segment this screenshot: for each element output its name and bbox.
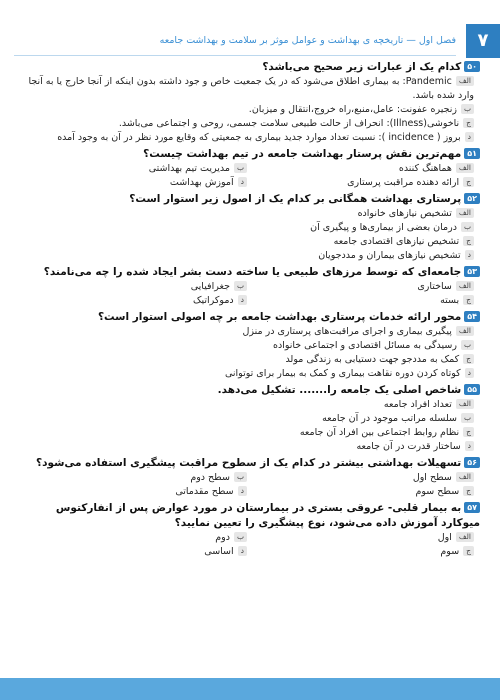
- options-group: [20, 471, 480, 499]
- option-text: تشخیص نیازهای بیماران و مددجویان: [318, 250, 461, 261]
- answer-option[interactable]: [20, 398, 480, 412]
- option-letter: الف: [456, 472, 474, 482]
- question-text: [20, 265, 480, 280]
- question-text: [20, 60, 480, 75]
- option-letter: د: [238, 486, 247, 496]
- answer-option[interactable]: [20, 412, 480, 426]
- option-text: Pandemic: به بیماری اطلاق می‌شود که در یک جمعیت خاص و جود داشته بدون اینکه از آنجا خارج یا به آنجا وارد شده باشد.: [28, 76, 474, 101]
- option-text: اساسی: [204, 546, 234, 557]
- answer-option[interactable]: [247, 294, 474, 308]
- answer-option[interactable]: [20, 103, 480, 117]
- question-text: [20, 501, 480, 531]
- option-text: ساختاری: [417, 281, 452, 292]
- question-stem: کدام یک از عبارات زیر صحیح می‌باشد؟: [262, 61, 462, 73]
- option-letter: د: [465, 250, 474, 260]
- option-letter: الف: [456, 532, 474, 542]
- option-text: سطح سوم: [415, 486, 460, 497]
- option-text: بسته: [440, 295, 460, 306]
- question-block: [20, 147, 480, 190]
- option-text: مدیریت تیم بهداشتی: [148, 163, 230, 174]
- option-text: رسیدگی به مسائل اقتصادی و اجتماعی خانواده: [272, 340, 457, 351]
- question-stem: جامعه‌ای که توسط مرزهای طبیعی یا ساخته دست بشر ایجاد شده را چه می‌نامند؟: [43, 266, 462, 278]
- question-stem: مهم‌ترین نقش پرستار بهداشت جامعه در تیم بهداشت چیست؟: [143, 148, 462, 160]
- answer-option[interactable]: [20, 75, 480, 103]
- question-block: [20, 383, 480, 454]
- answer-option[interactable]: [20, 325, 480, 339]
- answer-option[interactable]: [247, 545, 474, 559]
- option-letter: الف: [456, 281, 474, 291]
- option-text: سطح دوم: [190, 472, 230, 483]
- option-text: زنجیره عفونت: عامل،منبع،راه خروج،انتقال و میزبان.: [248, 104, 457, 115]
- option-letter: الف: [456, 208, 474, 218]
- option-letter: ج: [463, 427, 474, 437]
- option-letter: ب: [461, 340, 474, 350]
- answer-option[interactable]: [20, 162, 247, 176]
- option-text: درمان بعضی از بیماری‌ها و پیگیری آن: [310, 222, 457, 233]
- option-text: تعداد افراد جامعه: [383, 399, 452, 410]
- question-text: [20, 310, 480, 325]
- option-text: دوم: [215, 532, 230, 543]
- answer-option[interactable]: [247, 280, 474, 294]
- options-group: [20, 207, 480, 263]
- option-text: کوتاه کردن دوره نقاهت بیماری و کمک به بیمار برای توتوانی: [224, 368, 461, 379]
- option-letter: ج: [463, 236, 474, 246]
- option-text: ساختار قدرت در آن جامعه: [356, 441, 461, 452]
- question-stem: به بیمار قلبی- عروقی بستری در بیمارستان در مورد عوارض پس از انفارکتوس میوکارد آموزش داده می‌شود، نوع پیشگیری را تعیین نمایید؟: [55, 502, 480, 529]
- option-text: سطح اول: [412, 472, 452, 483]
- option-letter: الف: [456, 399, 474, 409]
- option-letter: د: [465, 132, 474, 142]
- answer-option[interactable]: [20, 440, 480, 454]
- question-text: [20, 383, 480, 398]
- option-text: ارائه دهنده مراقبت پرستاری: [347, 177, 460, 188]
- option-letter: ج: [463, 177, 474, 187]
- question-stem: پرستاری بهداشت همگانی بر کدام یک از اصول زیر استوار است؟: [129, 193, 462, 205]
- option-text: هماهنگ کننده: [398, 163, 452, 174]
- answer-option[interactable]: [20, 471, 247, 485]
- answer-option[interactable]: [20, 207, 480, 221]
- question-number: ۵۲: [464, 193, 480, 204]
- answer-option[interactable]: [247, 176, 474, 190]
- question-stem: محور ارائه خدمات پرستاری بهداشت جامعه بر چه اصولی استوار است؟: [97, 311, 462, 323]
- footer-band: [0, 678, 500, 700]
- answer-option[interactable]: [20, 249, 480, 263]
- option-text: تشخیص نیازهای خانواده: [357, 208, 452, 219]
- answer-option[interactable]: [20, 280, 247, 294]
- options-group: [20, 398, 480, 454]
- answer-option[interactable]: [20, 176, 247, 190]
- question-block: [20, 456, 480, 499]
- question-block: [20, 501, 480, 559]
- option-text: نظام روابط اجتماعی بین افراد آن جامعه: [299, 427, 460, 438]
- question-stem: شاخص اصلی یک جامعه را....... تشکیل می‌دهد.: [217, 384, 462, 396]
- page-header: [14, 24, 500, 58]
- option-letter: د: [238, 295, 247, 305]
- answer-option[interactable]: [20, 353, 480, 367]
- question-block: [20, 265, 480, 308]
- answer-option[interactable]: [247, 471, 474, 485]
- option-text: جغرافیایی: [190, 281, 230, 292]
- answer-option[interactable]: [20, 545, 247, 559]
- option-letter: ب: [234, 532, 247, 542]
- question-number: ۵۷: [464, 502, 480, 513]
- question-text: [20, 192, 480, 207]
- question-list: [20, 60, 480, 561]
- answer-option[interactable]: [20, 426, 480, 440]
- question-number: ۵۰: [464, 61, 480, 72]
- option-text: تشخیص نیازهای اقتصادی جامعه: [333, 236, 460, 247]
- answer-option[interactable]: [247, 531, 474, 545]
- answer-option[interactable]: [247, 485, 474, 499]
- option-letter: ب: [234, 163, 247, 173]
- question-number: ۵۶: [464, 457, 480, 468]
- options-group: [20, 280, 480, 308]
- options-group: [20, 531, 480, 559]
- option-text: سلسله مراتب موجود در آن جامعه: [322, 413, 457, 424]
- option-letter: د: [238, 546, 247, 556]
- answer-option[interactable]: [20, 367, 480, 381]
- option-text: دموکراتیک: [193, 295, 234, 306]
- answer-option[interactable]: [20, 485, 247, 499]
- options-group: [20, 75, 480, 145]
- option-letter: الف: [456, 76, 474, 86]
- question-block: [20, 60, 480, 145]
- answer-option[interactable]: [20, 531, 247, 545]
- option-letter: ب: [234, 472, 247, 482]
- answer-option[interactable]: [20, 221, 480, 235]
- chapter-title: فصل اول — تاریخچه ی بهداشت و عوامل موثر بر سلامت و بهداشت جامعه: [159, 35, 456, 46]
- answer-option[interactable]: [20, 339, 480, 353]
- option-text: ناخوشی(Illness): انحراف از حالت طبیعی سلامت جسمی، روحی و اجتماعی می‌باشد.: [118, 118, 460, 129]
- question-text: [20, 456, 480, 471]
- header-divider: [14, 55, 456, 56]
- option-letter: ج: [463, 486, 474, 496]
- option-letter: ج: [463, 295, 474, 305]
- answer-option[interactable]: [20, 235, 480, 249]
- question-number: ۵۱: [464, 148, 480, 159]
- option-letter: د: [238, 177, 247, 187]
- question-number: ۵۳: [464, 266, 480, 277]
- option-letter: ب: [461, 222, 474, 232]
- answer-option[interactable]: [20, 117, 480, 131]
- option-letter: ج: [463, 354, 474, 364]
- answer-option[interactable]: [20, 131, 480, 145]
- question-stem: تسهیلات بهداشتی بیشتر در کدام یک از سطوح مراقبت پیشگیری استفاده می‌شود؟: [36, 457, 462, 469]
- option-text: بروز ( incidence ): نسبت تعداد موارد جدید بیماری به جمعیتی که وقایع مورد نظر در آن به وجود آمده: [57, 132, 461, 143]
- option-text: سطح مقدماتی: [175, 486, 234, 497]
- question-number: ۵۵: [464, 384, 480, 395]
- option-text: آموزش بهداشت: [169, 177, 234, 188]
- option-letter: ب: [234, 281, 247, 291]
- option-text: اول: [437, 532, 452, 543]
- options-group: [20, 325, 480, 381]
- page-number: ۷: [466, 24, 500, 58]
- option-letter: الف: [456, 326, 474, 336]
- option-letter: ب: [461, 413, 474, 423]
- options-group: [20, 162, 480, 190]
- option-letter: ج: [463, 118, 474, 128]
- option-text: سوم: [440, 546, 460, 557]
- question-text: [20, 147, 480, 162]
- question-number: ۵۴: [464, 311, 480, 322]
- option-text: پیگیری بیماری و اجرای مراقبت‌های پرستاری در منزل: [242, 326, 452, 337]
- answer-option[interactable]: [20, 294, 247, 308]
- answer-option[interactable]: [247, 162, 474, 176]
- question-block: [20, 192, 480, 263]
- option-letter: د: [465, 441, 474, 451]
- option-text: کمک به مددجو جهت دستیابی به زندگی مولد: [285, 354, 460, 365]
- option-letter: د: [465, 368, 474, 378]
- option-letter: ج: [463, 546, 474, 556]
- question-block: [20, 310, 480, 381]
- option-letter: الف: [456, 163, 474, 173]
- option-letter: ب: [461, 104, 474, 114]
